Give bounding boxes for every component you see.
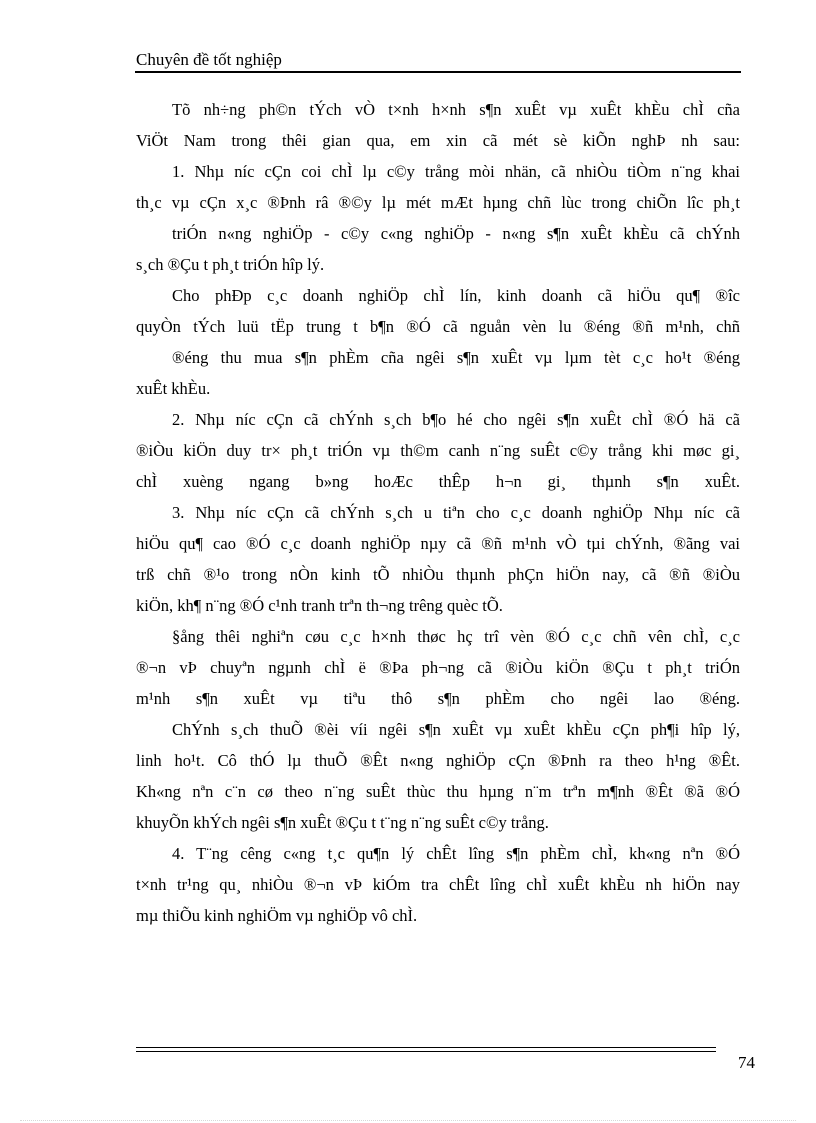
text-line: mµ thiÕu kinh nghiÖm vµ nghiÖp vô chÌ.: [136, 906, 418, 925]
text-line: s¸ch ®Çu t ph¸t triÓn hîp lý.: [136, 255, 325, 274]
text-line: Kh«ng nªn c¨n cø theo n¨ng suÊt thùc thu hµng n¨m trªn m¶nh ®Êt ®ã ®Ó: [136, 782, 740, 801]
text-line: ®éng thu mua s¶n phÈm cña ngêi s¶n xuÊt vµ lµm tèt c¸c ho¹t ®éng: [172, 348, 740, 367]
text-line: ®¬n vÞ chuyªn ngµnh chÌ ë ®Þa ph¬ng cã ®iÒu kiÖn ®Çu t ph¸t triÓn: [136, 658, 740, 677]
text-line: Cho phÐp c¸c doanh nghiÖp chÌ lín, kinh doanh cã hiÖu qu¶ ®îc: [172, 286, 740, 305]
text-line: hiÖu qu¶ cao ®Ó c¸c doanh nghiÖp nµy cã ®ñ m¹nh vÒ tµi chÝnh, ®ãng vai: [136, 534, 740, 553]
text-line: chÌ xuèng ngang b»ng hoÆc thÊp h¬n gi¸ thµnh s¶n xuÊt.: [136, 472, 740, 491]
text-line: 2. Nhµ níc cÇn cã chÝnh s¸ch b¶o hé cho ngêi s¶n xuÊt chÌ ®Ó hä cã: [172, 410, 740, 429]
text-line: ®iÒu kiÖn duy tr× ph¸t triÓn vµ th©m canh n¨ng suÊt c©y trång khi møc gi¸: [136, 441, 740, 460]
footer-rule: [136, 1051, 716, 1052]
text-line: 4. T¨ng cêng c«ng t¸c qu¶n lý chÊt lîng s¶n phÈm chÌ, kh«ng nªn ®Ó: [172, 844, 740, 863]
page-header-title: Chuyên đề tốt nghiệp: [136, 50, 282, 69]
page-edge-divider: [20, 1120, 796, 1121]
page-number: 74: [738, 1053, 755, 1072]
text-line: xuÊt khÈu.: [136, 379, 211, 398]
header-rule: [135, 71, 741, 73]
text-line: 3. Nhµ níc cÇn cã chÝnh s¸ch u tiªn cho c¸c doanh nghiÖp Nhµ níc cã: [172, 503, 740, 522]
text-line: m¹nh s¶n xuÊt vµ tiªu thô s¶n phÈm cho ngêi lao ®éng.: [136, 689, 740, 708]
footer-rule: [136, 1047, 716, 1048]
text-line: 1. Nhµ níc cÇn coi chÌ lµ c©y trång mòi nhän, cã nhiÒu tiÒm n¨ng khai: [172, 162, 740, 181]
text-line: quyÒn tÝch luü tËp trung t b¶n ®Ó cã nguån vèn lu ®éng ®ñ m¹nh, chñ: [136, 317, 740, 336]
text-line: §ång thêi nghiªn cøu c¸c h×nh thøc hç trî vèn ®Ó c¸c chñ vên chÌ, c¸c: [172, 627, 740, 646]
text-line: ViÖt Nam trong thêi gian qua, em xin cã mét sè kiÕn nghÞ nh sau:: [136, 131, 740, 150]
text-line: Tõ nh÷ng ph©n tÝch vÒ t×nh h×nh s¶n xuÊt vµ xuÊt khÈu chÌ cña: [172, 100, 740, 119]
text-line: kiÖn, kh¶ n¨ng ®Ó c¹nh tranh trªn th¬ng trêng quèc tÕ.: [136, 596, 503, 615]
text-line: trß chñ ®¹o trong nÒn kinh tÕ nhiÒu thµnh phÇn hiÖn nay, cã ®ñ ®iÒu: [136, 565, 740, 584]
text-line: th¸c vµ cÇn x¸c ®Þnh râ ®©y lµ mét mÆt hµng chñ lùc trong chiÕn lîc ph¸t: [136, 193, 740, 212]
document-body: [136, 94, 740, 931]
text-line: khuyÕn khÝch ngêi s¶n xuÊt ®Çu t t¨ng n¨ng suÊt c©y trång.: [136, 813, 549, 832]
text-line: triÓn n«ng nghiÖp - c©y c«ng nghiÖp - n«ng s¶n xuÊt khÈu cã chÝnh: [172, 224, 740, 243]
text-line: linh ho¹t. Cô thÓ lµ thuÕ ®Êt n«ng nghiÖp cÇn ®Þnh ra theo h¹ng ®Êt.: [136, 751, 740, 770]
text-line: t×nh tr¹ng qu¸ nhiÒu ®¬n vÞ kiÓm tra chÊt lîng chÌ xuÊt khÈu nh hiÖn nay: [136, 875, 740, 894]
text-line: ChÝnh s¸ch thuÕ ®èi víi ngêi s¶n xuÊt vµ xuÊt khÈu cÇn ph¶i hîp lý,: [172, 720, 740, 739]
